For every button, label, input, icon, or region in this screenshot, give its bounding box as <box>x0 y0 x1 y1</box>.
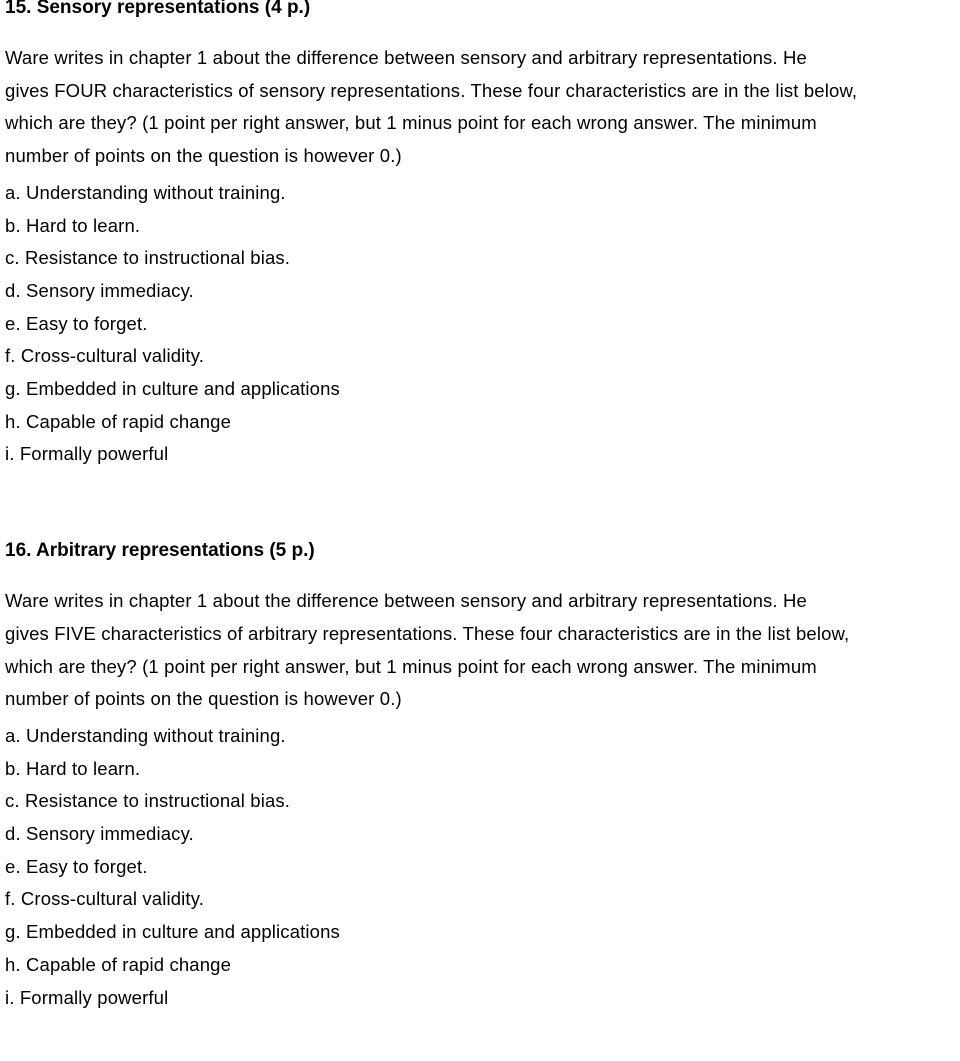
question-text-line: Ware writes in chapter 1 about the difference between sensory and arbitrary representations. He <box>5 47 807 68</box>
answer-options-list <box>5 177 955 471</box>
question-text-line: gives FIVE characteristics of arbitrary representations. These four characteristics are in the list below, <box>5 622 850 644</box>
question-15 <box>5 0 955 471</box>
question-text-line: which are they? (1 point per right answer, but 1 minus point for each wrong answer. The minimum <box>5 655 817 677</box>
answer-option: g. Embedded in culture and applications <box>5 378 340 400</box>
question-text-line: number of points on the question is however 0.) <box>5 688 402 710</box>
answer-option: a. Understanding without training. <box>5 724 286 746</box>
answer-option: h. Capable of rapid change <box>5 953 232 975</box>
question-text <box>5 42 955 173</box>
answer-options-list <box>5 720 955 1014</box>
question-title: 15. Sensory representations (4 p.) <box>5 0 311 18</box>
question-text-line: which are they? (1 point per right answer, but 1 minus point for each wrong answer. The minimum <box>5 112 817 134</box>
answer-option: f. Cross-cultural validity. <box>5 345 205 367</box>
answer-option: i. Formally powerful <box>5 986 169 1008</box>
answer-option: c. Resistance to instructional bias. <box>5 790 291 812</box>
question-text <box>5 585 955 716</box>
question-text-line: number of points on the question is however 0.) <box>5 145 402 167</box>
answer-option: a. Understanding without training. <box>5 181 286 203</box>
question-text-line: gives FOUR characteristics of sensory representations. These four characteristics are in the list below, <box>5 79 858 101</box>
document-page <box>5 0 955 1014</box>
answer-option: b. Hard to learn. <box>5 757 141 779</box>
answer-option: e. Easy to forget. <box>5 855 148 877</box>
answer-option: b. Hard to learn. <box>5 214 141 236</box>
answer-option: e. Easy to forget. <box>5 312 148 334</box>
answer-option: d. Sensory immediacy. <box>5 823 194 845</box>
question-title: 16. Arbitrary representations (5 p.) <box>5 540 315 562</box>
answer-option: d. Sensory immediacy. <box>5 279 194 301</box>
question-16 <box>5 540 955 1014</box>
answer-option: h. Capable of rapid change <box>5 410 232 432</box>
answer-option: f. Cross-cultural validity. <box>5 888 205 910</box>
answer-option: c. Resistance to instructional bias. <box>5 247 291 269</box>
question-text-line: Ware writes in chapter 1 about the difference between sensory and arbitrary representations. He <box>5 590 807 612</box>
answer-option: g. Embedded in culture and applications <box>5 921 340 943</box>
answer-option: i. Formally powerful <box>5 443 169 465</box>
